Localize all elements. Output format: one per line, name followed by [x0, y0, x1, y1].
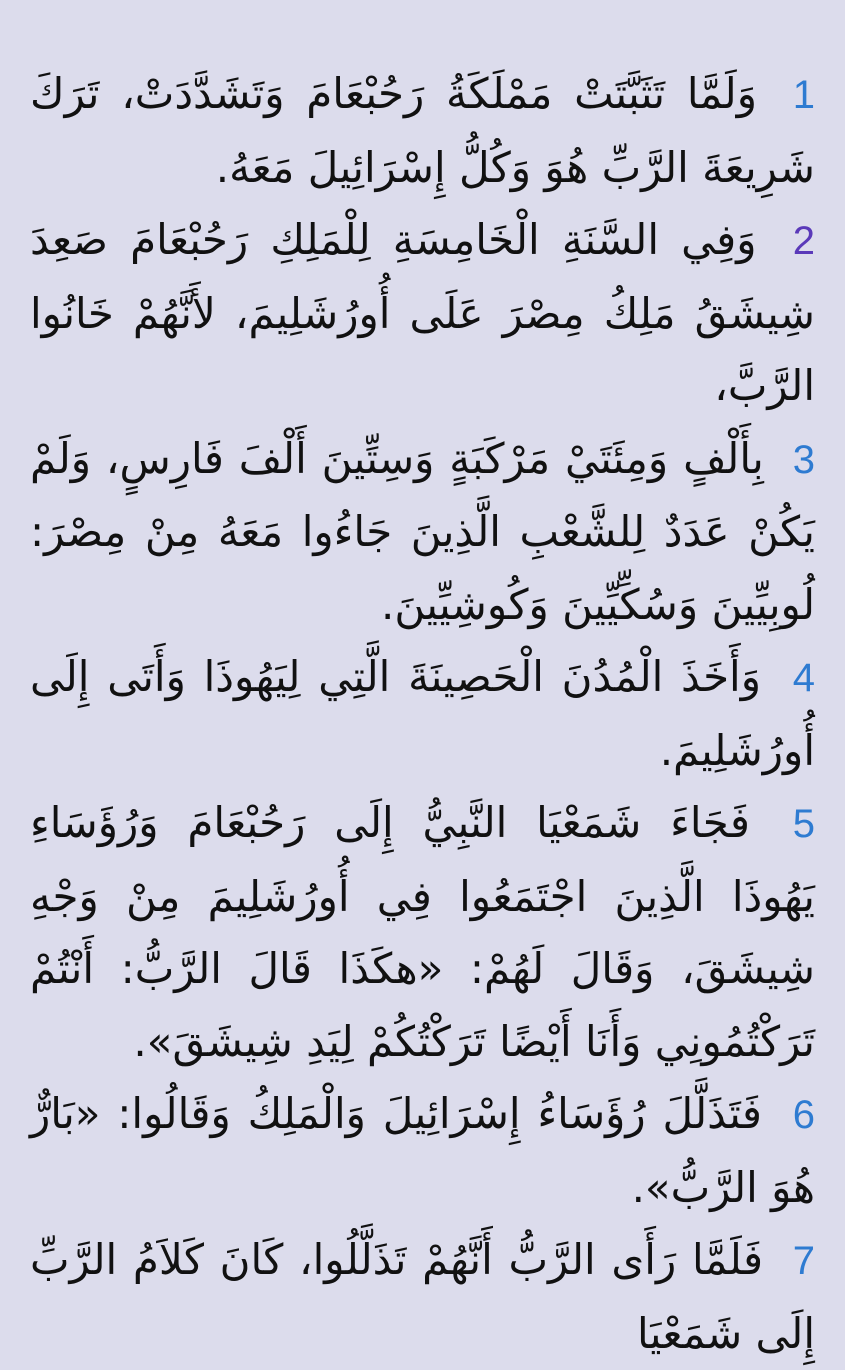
- verse-number: 3: [792, 437, 815, 482]
- verse-number: 2: [792, 219, 815, 263]
- verse-text: فَتَذَلَّلَ رُؤَسَاءُ إِسْرَائِيلَ وَالْمَلِكُ وَقَالُوا: «بَارٌّ هُوَ الرَّبُّ».: [30, 1089, 815, 1212]
- verse-text: وَفِي السَّنَةِ الْخَامِسَةِ لِلْمَلِكِ رَحُبْعَامَ صَعِدَ شِيشَقُ مَلِكُ مِصْرَ عَلَى أُورُشَلِيمَ، لأَنَّهُمْ خَانُوا الرَّبَّ،: [30, 215, 815, 410]
- verse-1[interactable]: [30, 58, 815, 204]
- verse-number: 5: [792, 802, 815, 846]
- verse-5[interactable]: [30, 787, 815, 1078]
- verse-text: وَلَمَّا تَثَبَّتَتْ مَمْلَكَةُ رَحُبْعَامَ وَتَشَدَّدَتْ، تَرَكَ شَرِيعَةَ الرَّبِّ هُوَ وَكُلُّ إِسْرَائِيلَ مَعَهُ.: [30, 69, 815, 192]
- verse-number: 7: [792, 1239, 816, 1283]
- verse-number: 4: [792, 656, 815, 700]
- verse-text: بِأَلْفٍ وَمِئَتَيْ مَرْكَبَةٍ وَسِتِّينَ أَلْفَ فَارِسٍ، وَلَمْ يَكُنْ عَدَدٌ لِلشَّعْبِ الَّذِينَ جَاءُوا مَعَهُ مِنْ مِصْرَ: لُوبِيِّينَ وَسُكِّيِّينَ وَكُوشِيِّينَ.: [30, 433, 815, 629]
- verse-4[interactable]: [30, 641, 815, 787]
- verse-number: 6: [792, 1093, 815, 1137]
- verse-text: فَجَاءَ شَمَعْيَا النَّبِيُّ إِلَى رَحُبْعَامَ وَرُؤَسَاءِ يَهُوذَا الَّذِينَ اجْتَمَعُوا فِي أُورُشَلِيمَ مِنْ وَجْهِ شِيشَقَ، وَقَالَ لَهُمْ: «هكَذَا قَالَ الرَّبُّ: أَنْتُمْ تَرَكْتُمُونِي وَأَنَا أَيْضًا تَرَكْتُكُمْ لِيَدِ شِيشَقَ».: [30, 798, 815, 1066]
- verse-6[interactable]: [30, 1078, 815, 1224]
- verse-number: 1: [792, 73, 815, 117]
- verse-text: فَلَمَّا رَأَى الرَّبُّ أَنَّهُمْ تَذَلَّلُوا، كَانَ كَلاَمُ الرَّبِّ إِلَى شَمَعْيَا: [30, 1235, 815, 1358]
- verse-text: وَأَخَذَ الْمُدُنَ الْحَصِينَةَ الَّتِي لِيَهُوذَا وَأَتَى إِلَى أُورُشَلِيمَ.: [30, 652, 815, 775]
- verse-3[interactable]: [30, 423, 815, 642]
- verse-2[interactable]: [30, 204, 815, 423]
- verse-7[interactable]: [30, 1224, 815, 1370]
- verse-list: [30, 58, 815, 1370]
